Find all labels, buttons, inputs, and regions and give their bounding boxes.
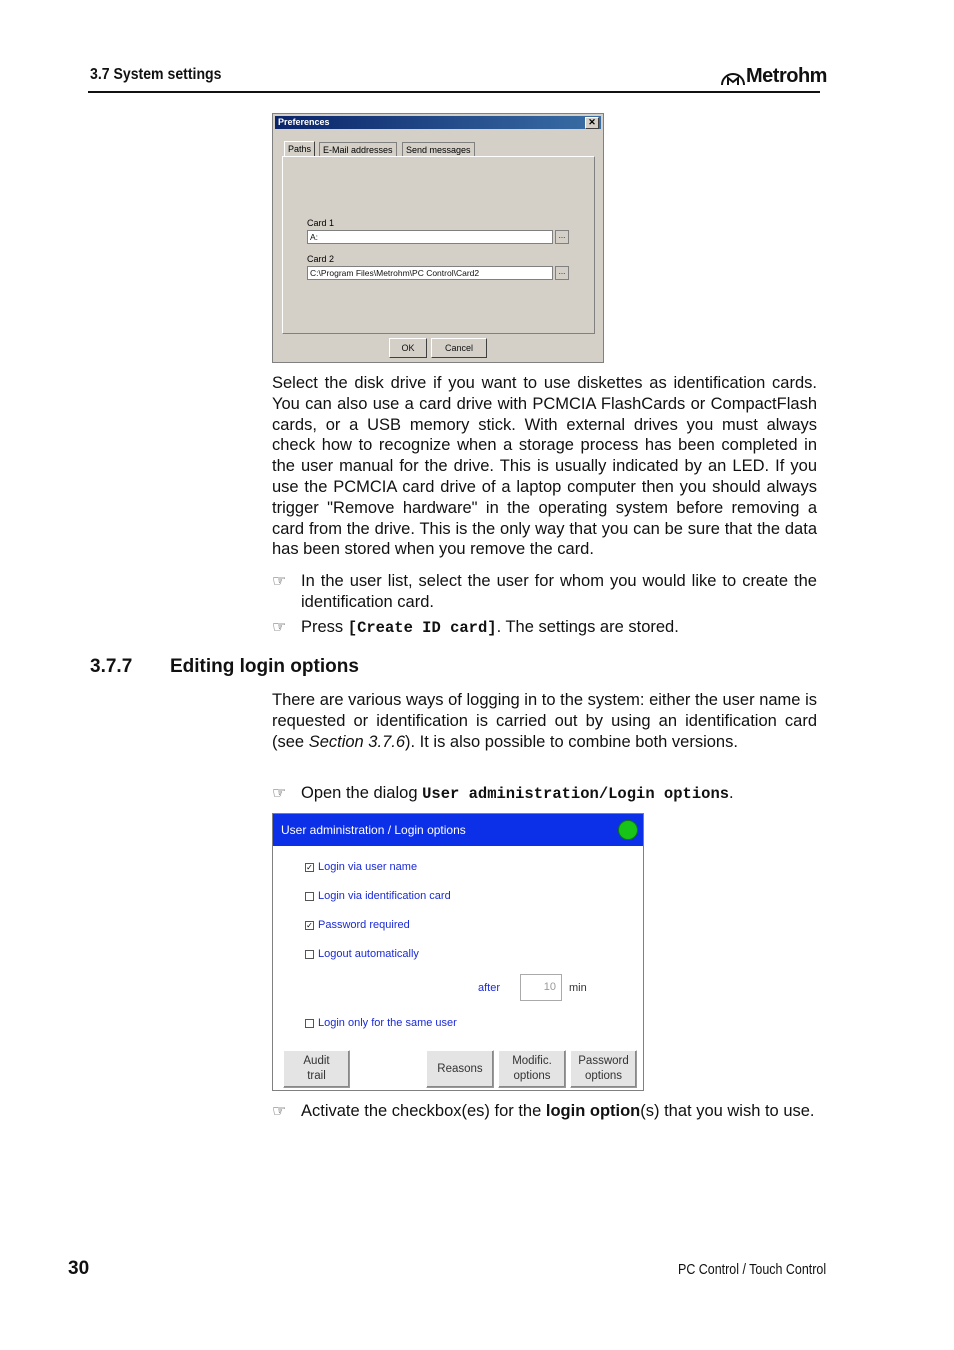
- section-number: 3.7.7: [90, 656, 133, 677]
- checkbox-checked-icon[interactable]: ✓: [306, 920, 313, 930]
- option-label: Password required: [318, 919, 410, 931]
- card2-field[interactable]: C:\Program Files\Metrohm\PC Control\Card2: [307, 266, 553, 280]
- pointing-hand-icon: ☞: [272, 571, 287, 590]
- audit-trail-button[interactable]: Audit trail: [283, 1050, 350, 1088]
- card1-browse-button[interactable]: ...: [555, 230, 569, 244]
- option-label: Login via user name: [318, 861, 418, 873]
- instruction-create-id-card: [272, 617, 817, 639]
- option-login-via-identification-card[interactable]: [305, 890, 451, 902]
- after-label: after: [478, 982, 501, 994]
- logout-minutes-field[interactable]: 10: [520, 974, 562, 1001]
- checkbox-unchecked-icon[interactable]: [305, 1019, 314, 1028]
- checkbox-unchecked-icon[interactable]: [305, 950, 314, 959]
- login-options-titlebar: [273, 814, 643, 846]
- cancel-button[interactable]: Cancel: [431, 338, 487, 358]
- card1-label: Card 1: [307, 218, 335, 228]
- modific-options-button[interactable]: Modific. options: [498, 1050, 566, 1088]
- paragraph-pre: There are various ways of logging in to the system: either the user name is requested or identification is carried out by using an identification card (see: [272, 691, 817, 751]
- section-reference: Section 3.7.6: [308, 732, 406, 751]
- running-header: 3.7 System settings: [90, 66, 222, 83]
- option-label: Login only for the same user: [318, 1017, 457, 1029]
- page-number: 30: [68, 1258, 90, 1279]
- status-led-icon: [618, 820, 638, 840]
- tab-paths[interactable]: Paths: [284, 141, 315, 157]
- tab-send-messages[interactable]: Send messages: [402, 142, 475, 156]
- footer-title: PC Control / Touch Control: [678, 1262, 827, 1278]
- reasons-button[interactable]: Reasons: [426, 1050, 494, 1088]
- card2-label: Card 2: [307, 254, 335, 264]
- logo-wordmark: Metrohm: [746, 64, 827, 87]
- paragraph-login-ways: [272, 690, 817, 752]
- login-options-title: User administration / Login options: [281, 823, 466, 837]
- metrohm-logo-icon: [720, 66, 746, 86]
- option-login-only-same-user[interactable]: [305, 1017, 457, 1029]
- preferences-title: Preferences: [278, 117, 330, 127]
- ok-button[interactable]: OK: [389, 338, 427, 358]
- card2-browse-button[interactable]: ...: [555, 266, 569, 280]
- instruction-activate-checkboxes: [272, 1101, 817, 1122]
- section-title: Editing login options: [170, 656, 359, 677]
- pointing-hand-icon: ☞: [272, 617, 287, 636]
- pointing-hand-icon: ☞: [272, 783, 287, 802]
- instruction-pre: Open the dialog: [301, 784, 423, 802]
- option-label: Logout automatically: [318, 948, 419, 960]
- dialog-path: User administration/Login options: [422, 785, 730, 803]
- instruction-open-dialog: [272, 783, 817, 805]
- instruction-post: .: [729, 784, 734, 802]
- checkbox-checked-icon[interactable]: ✓: [306, 862, 313, 872]
- password-options-button[interactable]: Password options: [570, 1050, 637, 1088]
- option-login-via-user-name[interactable]: [305, 861, 417, 873]
- instruction-pre: Activate the checkbox(es) for the: [301, 1102, 546, 1120]
- paths-panel: [282, 156, 595, 334]
- instruction-post: (s) that you wish to use.: [640, 1102, 815, 1120]
- card1-field[interactable]: A:: [307, 230, 553, 244]
- minutes-unit-label: min: [569, 982, 587, 994]
- header-rule: [88, 91, 820, 93]
- close-icon[interactable]: ✕: [585, 117, 599, 129]
- login-option-term: login option: [545, 1102, 641, 1120]
- pointing-hand-icon: ☞: [272, 1101, 287, 1120]
- checkbox-unchecked-icon[interactable]: [305, 892, 314, 901]
- metrohm-logo: [720, 64, 827, 88]
- instruction-select-user: [272, 571, 817, 613]
- instruction-post: . The settings are stored.: [496, 618, 679, 636]
- option-password-required[interactable]: [305, 919, 410, 931]
- create-id-card-key: [Create ID card]: [347, 619, 497, 637]
- option-logout-automatically[interactable]: [305, 948, 419, 960]
- preferences-dialog: [272, 113, 604, 363]
- paragraph-post: ). It is also possible to combine both versions.: [405, 732, 738, 751]
- login-options-dialog: [272, 813, 644, 1091]
- tab-email-addresses[interactable]: E-Mail addresses: [319, 142, 397, 156]
- paragraph-card-drive: Select the disk drive if you want to use diskettes as identification cards. You can also use a card drive with PCMCIA FlashCards or CompactFlash cards, or a USB memory stick. With external drives you must always check how to recognize when a storage process has been completed in the user manual for the drive. This is usually indicated by an LED. If you use the PCMCIA card drive of a laptop computer then you should always trigger "Remove hardware" in the operating system before removing a card from the drive. This is the only way that you can be sure that the data has been stored when you remove the card.: [272, 374, 817, 559]
- instruction-text: In the user list, select the user for whom you would like to create the identification card.: [301, 572, 817, 611]
- option-label: Login via identification card: [318, 890, 451, 902]
- preferences-titlebar: [275, 116, 601, 129]
- instruction-pre: Press: [301, 618, 348, 636]
